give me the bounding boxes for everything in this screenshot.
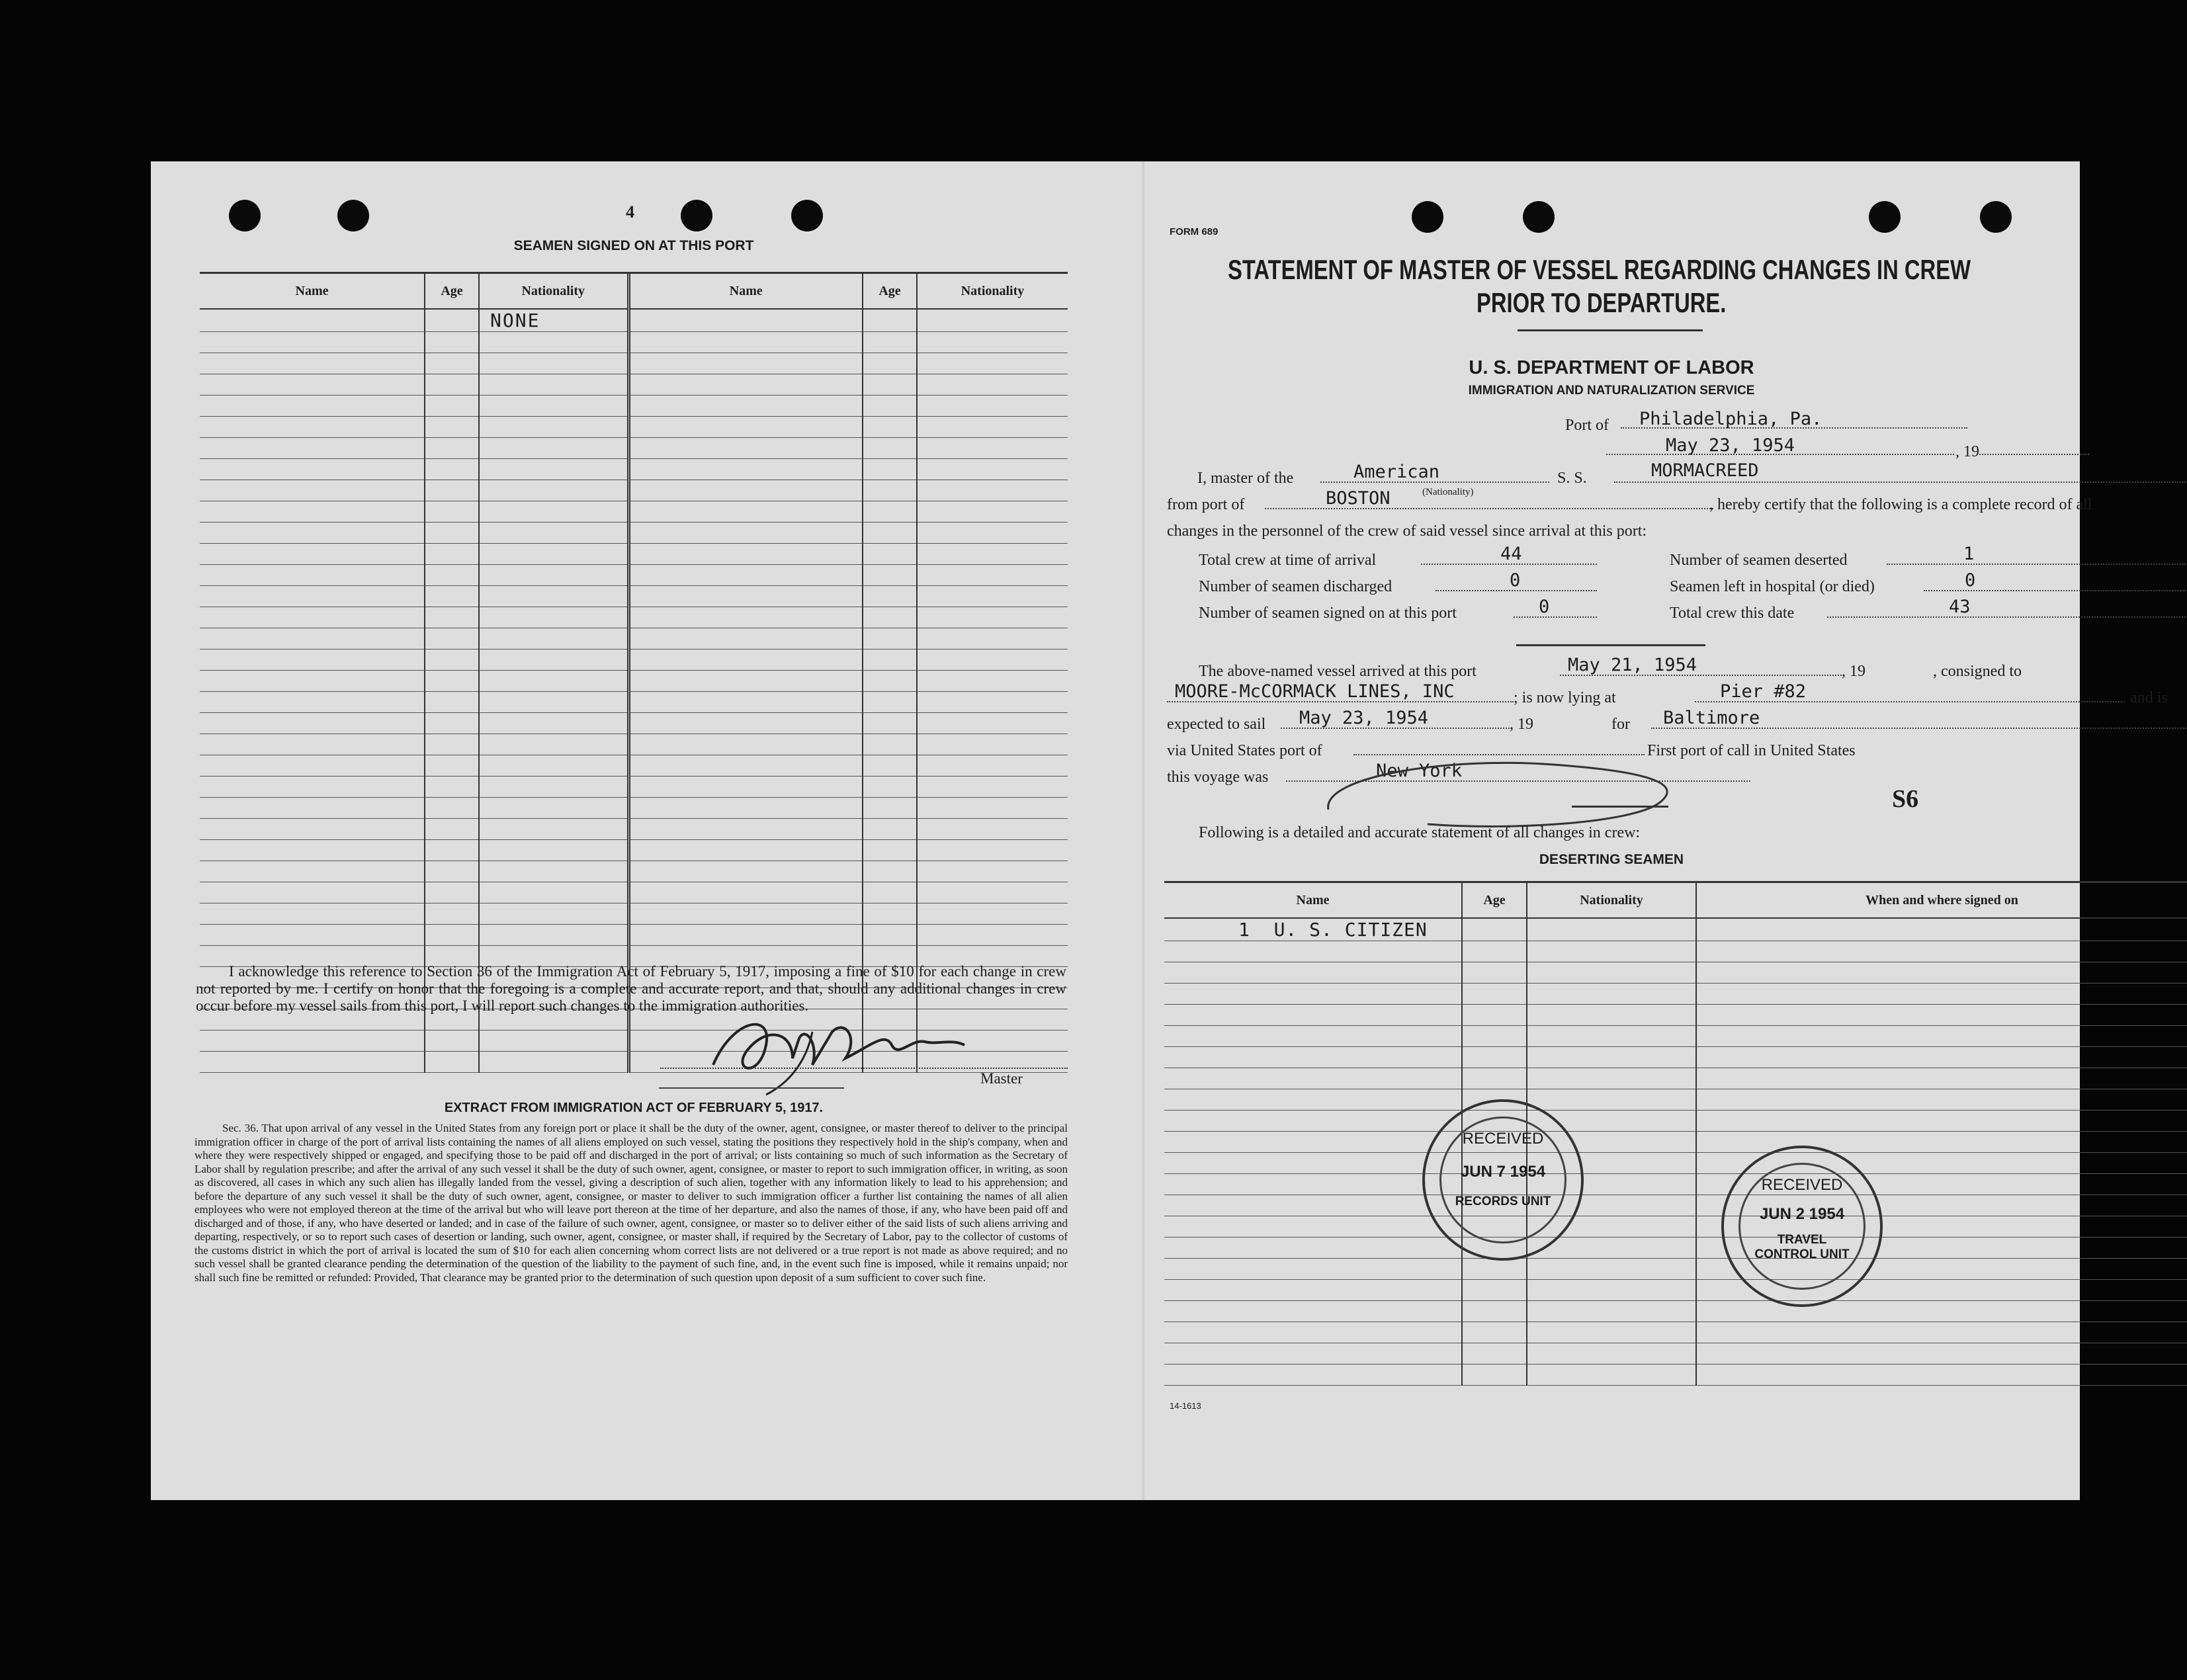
via-line xyxy=(1353,754,1645,755)
date-value: May 23, 1954 xyxy=(1666,435,1795,456)
none-entry: NONE xyxy=(479,309,628,332)
table-row xyxy=(200,650,1068,671)
table-row xyxy=(200,544,1068,565)
table-row xyxy=(1164,1259,2187,1280)
consigned-label: , consigned to xyxy=(1933,663,2022,680)
hospital-value: 0 xyxy=(1965,570,1976,591)
table-row xyxy=(200,671,1068,692)
pier-value: Pier #82 xyxy=(1720,681,1807,702)
col-header-age: Age xyxy=(863,274,917,309)
port-label: Port of xyxy=(1565,417,1609,434)
from-port-value: BOSTON xyxy=(1326,488,1391,509)
table-row xyxy=(200,309,1068,332)
table-row xyxy=(200,374,1068,396)
first-port-value: New York xyxy=(1376,761,1463,781)
punch-hole xyxy=(337,200,369,231)
page-number: 4 xyxy=(626,202,634,222)
certify-text: , hereby certify that the following is a complete record of all xyxy=(1709,496,2092,513)
punch-hole xyxy=(1980,201,2012,233)
document-sheet xyxy=(151,161,2168,1500)
port-value: Philadelphia, Pa. xyxy=(1639,409,1822,429)
arrived-year-suffix: , 19 xyxy=(1842,663,1865,680)
table-row xyxy=(200,903,1068,925)
total-date-line xyxy=(1827,616,2186,618)
stamp-received: RECEIVED xyxy=(1761,1176,1843,1194)
lying-label: ; is now lying at xyxy=(1514,689,1616,706)
col-header-name: Name xyxy=(628,274,863,309)
vessel-value: MORMACREED xyxy=(1651,460,1759,481)
extract-text: Sec. 36. That upon arrival of any vessel in the United States from any foreign port or place it shall be the duty of the owner, agent, consignee, or master thereof to deliver to the principal immigration officer in charge of the port of arrival lists containing the names of all aliens employed on such vessel, stating the positions they respectively hold in the ship's company, when and where they were respectively shipped or engaged, and specifying those to be paid off and discharged in the port of arrival; or lists containing so much of such information as the Secretary of Labor shall by regulation prescribe; and after the arrival of any such vessel it shall be the duty of such owner, agent, consignee, or master to report to such immigration officer, in writing, as soon as discovered, all cases in which any such alien has illegally landed from the vessel, giving a description of such alien, together with any information likely to lead to his apprehension; and before the departure of any such vessel it shall be the duty of such owner, agent, consignee, or master to deliver to such immigration officer a further list containing the names of all alien employees who were not employed thereon at the time of the arrival but who will leave port thereon at the time of her departure, and also the names of those, if any, who have been paid off and discharged and of those, if any, who have deserted or landed; and in case of the failure of such owner, agent, consignee, or master so to deliver either of the said lists of such aliens arriving and departing, respectively, or so to report such cases of desertion or landing, such owner, agent, consignee, or master shall, if required by the Secretary of Labor, pay to the collector of customs of the customs district in which the port of arrival is located the sum of $10 for each alien concerning whom correct lists are not delivered or a true report is not made as above required; and no such vessel shall be granted clearance pending the determination of the question of the liability to the payment of such fine, and, in the event such fine is imposed, while it remains unpaid; nor shall such fine be remitted or refunded: Provided, That clearance may be granted prior to the determination of such question upon deposit of a sum sufficient to cover such fine. xyxy=(194,1122,1068,1284)
form-title-line2: PRIOR TO DEPARTURE. xyxy=(1477,287,1727,318)
sail-year-suffix: , 19 xyxy=(1510,716,1533,733)
punch-hole xyxy=(791,200,823,231)
table-row xyxy=(200,396,1068,417)
table-row xyxy=(200,777,1068,798)
table-row xyxy=(1164,1111,2187,1132)
discharged-value: 0 xyxy=(1510,570,1521,591)
left-heading: SEAMEN SIGNED ON AT THIS PORT xyxy=(513,238,754,253)
table-row xyxy=(200,565,1068,586)
deserted-value: 1 xyxy=(1963,544,1975,564)
from-port-label: from port of xyxy=(1167,496,1245,513)
table-row xyxy=(1164,918,2187,941)
department-name: U. S. DEPARTMENT OF LABOR xyxy=(1469,357,1754,378)
divider xyxy=(659,1087,844,1089)
signed-on-value: 0 xyxy=(1539,597,1550,617)
total-date-label: Total crew this date xyxy=(1670,605,1795,622)
col-header-nationality: Nationality xyxy=(1527,883,1696,918)
col-header-name: Name xyxy=(1164,883,1462,918)
vessel-line xyxy=(1614,482,2186,483)
and-is-label: , and is xyxy=(2122,689,2168,706)
col-header-nationality: Nationality xyxy=(917,274,1068,309)
year-suffix: , 19 xyxy=(1955,443,1979,460)
signed-on-label: Number of seamen signed on at this port xyxy=(1199,605,1457,622)
col-header-name: Name xyxy=(200,274,425,309)
table-row xyxy=(1164,1238,2187,1259)
handwritten-number: S6 xyxy=(1892,785,1919,813)
deserting-heading: DESERTING SEAMEN xyxy=(1539,852,1684,867)
stamp-unit: RECORDS UNIT xyxy=(1455,1195,1551,1208)
via-label: via United States port of xyxy=(1167,742,1322,759)
table-row xyxy=(200,332,1068,353)
table-row xyxy=(200,798,1068,819)
certify-text-2: changes in the personnel of the crew of said vessel since arrival at this port: xyxy=(1167,523,1647,540)
table-row xyxy=(1164,1174,2187,1195)
nationality-value: American xyxy=(1353,462,1440,482)
table-row xyxy=(200,713,1068,734)
nationality-caption: (Nationality) xyxy=(1422,487,1474,497)
arrived-value: May 21, 1954 xyxy=(1568,655,1697,675)
form-number: FORM 689 xyxy=(1170,226,1219,237)
col-header-nationality: Nationality xyxy=(479,274,628,309)
table-row xyxy=(1164,941,2187,962)
table-row xyxy=(200,861,1068,882)
form-title-line1: STATEMENT OF MASTER OF VESSEL REGARDING CHANGES IN CREW xyxy=(1228,254,1971,285)
table-row xyxy=(1164,1026,2187,1047)
master-signature-line xyxy=(660,1068,1068,1069)
hospital-line xyxy=(1924,590,2186,591)
table-row xyxy=(1164,1343,2187,1365)
table-row xyxy=(1164,984,2187,1005)
stamp-unit: TRAVEL CONTROL UNIT xyxy=(1754,1233,1850,1261)
table-row xyxy=(1164,1047,2187,1068)
col-header-age: Age xyxy=(425,274,479,309)
punch-hole xyxy=(1412,201,1443,233)
deserting-seamen-table xyxy=(1164,883,2187,1386)
master-signature xyxy=(693,1005,984,1098)
table-row xyxy=(200,607,1068,628)
table-row xyxy=(1164,1005,2187,1026)
extract-heading: EXTRACT FROM IMMIGRATION ACT OF FEBRUARY 5, 1917. xyxy=(444,1101,824,1115)
master-label: Master xyxy=(980,1070,1023,1087)
table-row xyxy=(200,628,1068,650)
table-row xyxy=(200,480,1068,501)
col-header-age: Age xyxy=(1462,883,1527,918)
deserted-label: Number of seamen deserted xyxy=(1670,552,1848,569)
destination-value: Baltimore xyxy=(1663,708,1760,728)
table-row xyxy=(1164,1195,2187,1216)
table-row xyxy=(1164,1132,2187,1153)
table-row xyxy=(1164,1216,2187,1238)
acknowledgment-text: I acknowledge this reference to Section 36 of the Immigration Act of February 5, 1917, imposing a fine of $10 for each change in crew not reported by me. I certify on honor that the foregoing is a complete and accurate report, and that, should any additional changes in crew occur before my vessel sails from this port, I will report such changes to the immigration authorities. xyxy=(196,963,1066,1014)
table-row xyxy=(200,755,1068,777)
punch-hole xyxy=(1869,201,1901,233)
expected-label: expected to sail xyxy=(1167,716,1266,733)
footer-code: 14-1613 xyxy=(1170,1401,1201,1411)
table-row xyxy=(200,438,1068,459)
signed-on-line xyxy=(1514,616,1597,618)
table-row xyxy=(200,819,1068,840)
table-row xyxy=(1164,1153,2187,1174)
voyage-label: this voyage was xyxy=(1167,769,1269,786)
sail-date-value: May 23, 1954 xyxy=(1299,708,1429,728)
table-row xyxy=(1164,1301,2187,1322)
total-date-value: 43 xyxy=(1949,597,1971,617)
total-crew-arrival-label: Total crew at time of arrival xyxy=(1199,552,1377,569)
col-header-signed-on: When and where signed on xyxy=(1696,883,2187,918)
total-crew-arrival-value: 44 xyxy=(1500,544,1522,564)
consignee-value: MOORE-McCORMACK LINES, INC xyxy=(1175,681,1455,702)
master-of-label: I, master of the xyxy=(1197,470,1294,487)
table-row xyxy=(1164,1068,2187,1089)
table-row xyxy=(1164,1089,2187,1111)
received-stamp-records xyxy=(1422,1099,1584,1261)
punch-hole xyxy=(1523,201,1555,233)
divider xyxy=(1572,806,1668,808)
hospital-label: Seamen left in hospital (or died) xyxy=(1670,578,1875,595)
following-label: Following is a detailed and accurate statement of all changes in crew: xyxy=(1199,824,1641,841)
table-row xyxy=(200,692,1068,713)
divider xyxy=(1516,644,1705,646)
table-row xyxy=(1164,1280,2187,1301)
table-row xyxy=(200,523,1068,544)
seamen-signed-on-table xyxy=(200,274,1068,1073)
table-row xyxy=(200,459,1068,480)
for-label: for xyxy=(1611,716,1630,733)
arrived-label: The above-named vessel arrived at this port xyxy=(1199,663,1477,680)
discharged-label: Number of seamen discharged xyxy=(1199,578,1393,595)
received-stamp-travel xyxy=(1721,1146,1883,1307)
table-row xyxy=(200,501,1068,523)
first-port-label: First port of call in United States xyxy=(1647,742,1856,759)
table-row xyxy=(1164,962,2187,984)
table-row xyxy=(200,586,1068,607)
table-row xyxy=(200,417,1068,438)
table-row xyxy=(200,734,1068,755)
deserter-entry: 1 U. S. CITIZEN xyxy=(1164,918,1462,941)
stamp-received: RECEIVED xyxy=(1462,1130,1544,1148)
ss-label: S. S. xyxy=(1557,470,1587,487)
service-name: IMMIGRATION AND NATURALIZATION SERVICE xyxy=(1468,384,1755,398)
table-row xyxy=(200,925,1068,946)
stamp-date: JUN 7 1954 xyxy=(1460,1163,1546,1181)
table-row xyxy=(200,882,1068,903)
stamp-date: JUN 2 1954 xyxy=(1759,1205,1845,1223)
punch-hole xyxy=(229,200,261,231)
deserted-line xyxy=(1887,564,2186,565)
table-row xyxy=(200,840,1068,861)
punch-hole xyxy=(681,200,712,231)
table-row xyxy=(200,353,1068,374)
table-row xyxy=(1164,1365,2187,1386)
table-row xyxy=(1164,1322,2187,1343)
divider xyxy=(1518,329,1703,331)
